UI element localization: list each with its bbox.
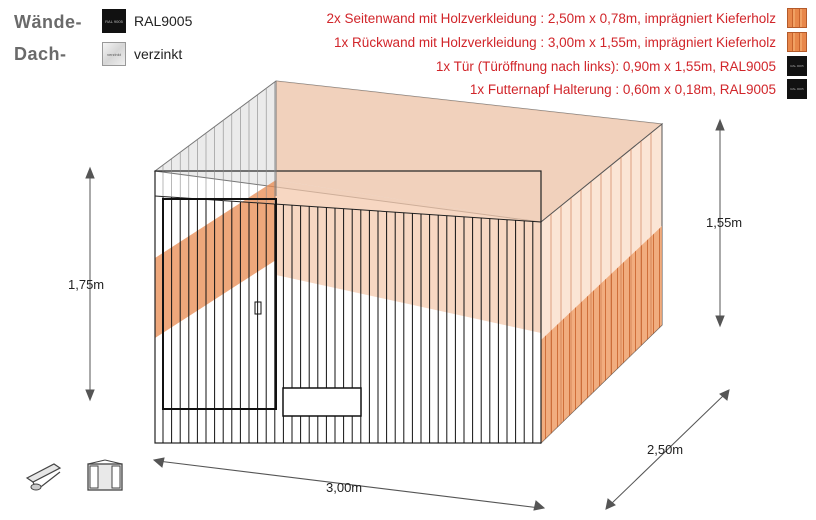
walls-legend-label: Wände- (14, 12, 82, 32)
component-feeding-bowl-holder: 1x Futternapf Halterung : 0,60m x 0,18m, RAL9005 (469, 82, 776, 97)
door-swatch-text: RAL 9005 (790, 64, 804, 68)
kennel-side-view-icon[interactable] (84, 458, 128, 494)
walls-swatch-text: RAL 9005 (105, 19, 123, 24)
dimension-depth: 2,50m (647, 442, 684, 457)
dimension-height-back: 1,55m (706, 215, 743, 230)
roof-gutter-icon[interactable] (24, 460, 64, 494)
component-door: 1x Tür (Türöffnung nach links): 0,90m x 1,55m, RAL9005 (435, 59, 776, 74)
feeding-bowl-holder (283, 388, 361, 416)
roof-swatch-text: verzinkt (107, 52, 121, 57)
component-side-wall: 2x Seitenwand mit Holzverkleidung : 2,50m x 0,78m, imprägniert Kieferholz (326, 11, 776, 26)
walls-legend-value: RAL9005 (134, 13, 193, 29)
dimension-height-front: 1,75m (68, 277, 105, 292)
roof-legend-label: Dach- (14, 44, 67, 64)
dimension-width: 3,00m (326, 480, 363, 495)
roof-legend-value: verzinkt (134, 46, 183, 62)
component-back-wall: 1x Rückwand mit Holzverkleidung : 3,00m x 1,55m, imprägniert Kieferholz (334, 35, 776, 50)
bowl-swatch-text: RAL 9005 (790, 87, 804, 91)
